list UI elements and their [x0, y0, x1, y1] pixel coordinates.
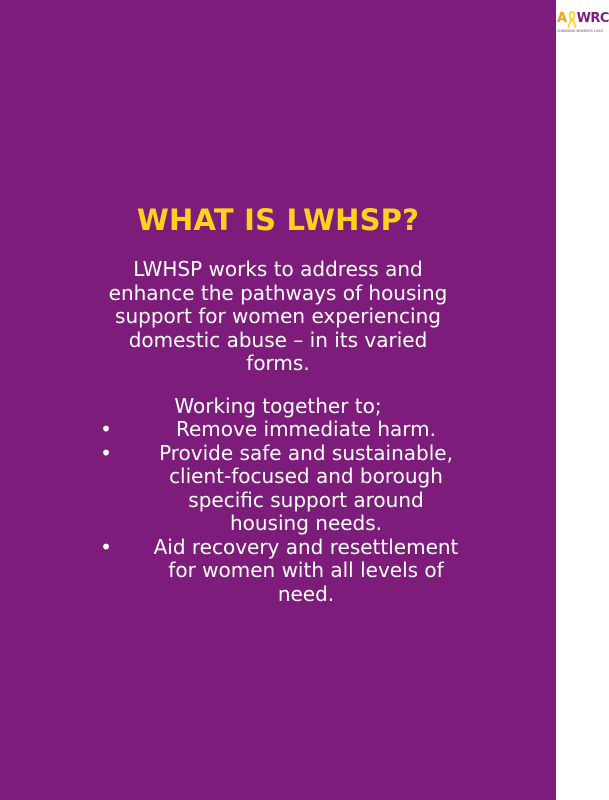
logo-letters-rc: RC [590, 11, 609, 26]
awareness-ribbon-icon [567, 9, 577, 29]
list-item [0, 442, 556, 536]
list-item-line: for women with all levels of [168, 558, 444, 582]
intro-line: domestic abuse – in its varied [128, 327, 428, 352]
bullet-marker: • [100, 417, 112, 441]
intro-line: enhance the pathways of housing [108, 280, 448, 305]
intro-line: LWHSP works to address and [133, 257, 423, 281]
logo-tagline: CHANGING WOMEN'S LIVES [557, 29, 604, 33]
list-item-line: housing needs. [229, 511, 383, 535]
list-item-line: client-focused and borough [169, 464, 443, 488]
bullets-lead-in: Working together to; [174, 394, 382, 418]
list-item-line: need. [277, 581, 335, 606]
list-item-line: Provide safe and sustainable, [159, 440, 453, 465]
logo-letter-w: W [576, 11, 591, 26]
bullet-marker: • [100, 440, 112, 465]
logo-letter-a: A [557, 11, 567, 26]
goals-list [0, 418, 556, 606]
intro-line: forms. [246, 351, 310, 375]
page-title: WHAT IS LWHSP? [136, 203, 420, 237]
list-item-line: Aid recovery and resettlement [153, 534, 459, 559]
right-margin-strip [556, 0, 604, 800]
list-item [0, 418, 556, 442]
bullet-marker: • [100, 534, 112, 559]
list-item [0, 536, 556, 607]
logo-wordmark [557, 9, 609, 29]
intro-line: support for women experiencing [115, 304, 441, 328]
intro-paragraph [0, 258, 556, 376]
list-item-line: specific support around [188, 487, 424, 512]
list-item-line: Remove immediate harm. [176, 417, 436, 441]
awrc-logo [557, 9, 609, 39]
